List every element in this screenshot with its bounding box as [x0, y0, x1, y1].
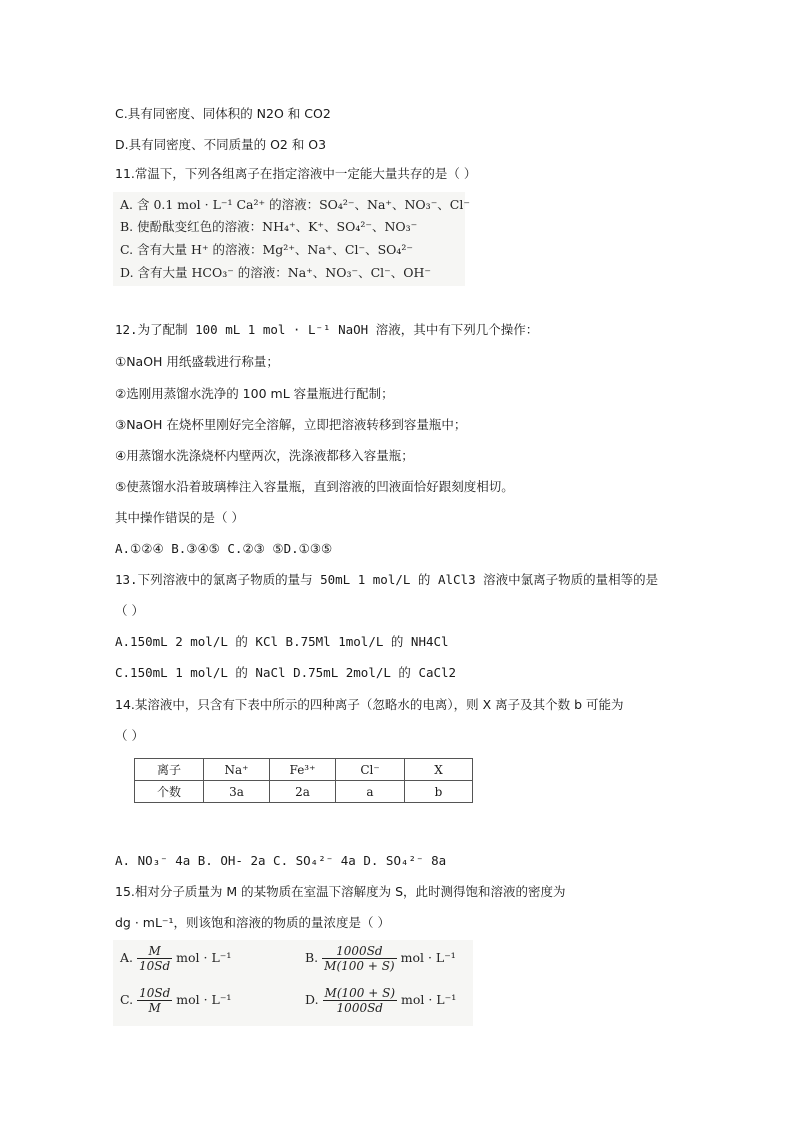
- ion-table-cell: Fe³⁺: [270, 759, 336, 781]
- ion-table: [134, 758, 473, 803]
- option-c-fraction: [137, 986, 172, 1015]
- question-11-option-d: D. 含有大量 HCO₃⁻ 的溶液：Na⁺、NO₃⁻、Cl⁻、OH⁻: [120, 265, 431, 280]
- option-c-denominator: M: [148, 1001, 161, 1015]
- question-15-option-b: [305, 944, 456, 973]
- ion-table-header: 个数: [135, 781, 204, 803]
- question-15-option-c: [120, 986, 231, 1015]
- ion-table-cell: Na⁺: [204, 759, 270, 781]
- ion-table-row-ions: [135, 759, 473, 781]
- ion-table-cell: b: [405, 781, 473, 803]
- question-10-option-c: C.具有同密度、同体积的 N2O 和 CO2: [115, 106, 331, 121]
- ion-table-cell: 3a: [204, 781, 270, 803]
- question-15-option-d: [305, 986, 456, 1015]
- question-10-option-d: D.具有同密度、不同质量的 O2 和 O3: [115, 137, 327, 152]
- option-b-label: B.: [305, 950, 319, 965]
- option-c-unit: mol · L⁻¹: [176, 992, 232, 1007]
- question-14-options: A. NO₃⁻ 4a B. OH- 2a C. SO₄²⁻ 4a D. SO₄²⁻ 8a: [115, 853, 447, 868]
- option-a-denominator: 10Sd: [139, 959, 171, 973]
- ion-table-cell: a: [336, 781, 405, 803]
- question-15-stem: 15.相对分子质量为 M 的某物质在室温下溶解度为 S，此时测得饱和溶液的密度为: [115, 884, 566, 899]
- option-c-numerator: 10Sd: [139, 986, 171, 1000]
- ion-table-header: 离子: [135, 759, 204, 781]
- question-11-option-c: C. 含有大量 H⁺ 的溶液：Mg²⁺、Na⁺、Cl⁻、SO₄²⁻: [120, 242, 413, 257]
- ion-table-cell: 2a: [270, 781, 336, 803]
- question-12-step-2: ②选刚用蒸馏水洗净的 100 mL 容量瓶进行配制；: [115, 386, 394, 401]
- option-d-fraction: [323, 986, 397, 1015]
- option-b-denominator: M(100 + S): [324, 959, 395, 973]
- question-11-stem: 11.常温下，下列各组离子在指定溶液中一定能大量共存的是（ ）: [115, 166, 477, 181]
- question-13-options-cd: C.150mL 1 mol/L 的 NaCl D.75mL 2mol/L 的 CaCl2: [115, 665, 457, 680]
- option-d-unit: mol · L⁻¹: [401, 992, 457, 1007]
- option-d-label: D.: [305, 992, 319, 1007]
- option-b-unit: mol · L⁻¹: [400, 950, 456, 965]
- question-14-stem: 14.某溶液中，只含有下表中所示的四种离子（忽略水的电离），则 X 离子及其个数 b 可能为: [115, 697, 624, 712]
- question-13-paren: （ ）: [115, 603, 144, 618]
- ion-table-row-counts: [135, 781, 473, 803]
- question-13-stem: 13.下列溶液中的氯离子物质的量与 50mL 1 mol/L 的 AlCl3 溶液中氯离子物质的量相等的是: [115, 572, 659, 587]
- option-a-label: A.: [120, 950, 134, 965]
- option-a-unit: mol · L⁻¹: [176, 950, 232, 965]
- question-11-option-a: A. 含 0.1 mol · L⁻¹ Ca²⁺ 的溶液：SO₄²⁻、Na⁺、NO₃⁻、Cl⁻: [120, 197, 470, 212]
- question-14-paren: （ ）: [115, 728, 144, 743]
- question-15-stem-continued: dg · mL⁻¹，则该饱和溶液的物质的量浓度是（ ）: [115, 915, 391, 930]
- question-12-step-4: ④用蒸馏水洗涤烧杯内壁两次，洗涤液都移入容量瓶；: [115, 448, 414, 463]
- option-d-denominator: 1000Sd: [336, 1001, 383, 1015]
- option-c-label: C.: [120, 992, 134, 1007]
- question-12-step-5: ⑤使蒸馏水沿着玻璃棒注入容量瓶，直到溶液的凹液面恰好跟刻度相切。: [115, 479, 514, 494]
- question-12-options: A.①②④ B.③④⑤ C.②③ ⑤D.①③⑤: [115, 541, 333, 556]
- option-d-numerator: M(100 + S): [324, 986, 396, 1000]
- option-a-numerator: M: [137, 944, 172, 959]
- question-12-step-3: ③NaOH 在烧杯里刚好完全溶解，立即把溶液转移到容量瓶中；: [115, 417, 467, 432]
- option-b-numerator: 1000Sd: [322, 944, 396, 959]
- question-15-option-a: [120, 944, 231, 973]
- ion-table-cell: Cl⁻: [336, 759, 405, 781]
- question-12-ask: 其中操作错误的是（ ）: [115, 510, 244, 525]
- option-a-fraction: [137, 944, 172, 973]
- question-12-stem: 12.为了配制 100 mL 1 mol · L⁻¹ NaOH 溶液，其中有下列几个操作：: [115, 322, 539, 337]
- question-13-options-ab: A.150mL 2 mol/L 的 KCl B.75Ml 1mol/L 的 NH4Cl: [115, 634, 449, 649]
- question-12-step-1: ①NaOH 用纸盛载进行称量；: [115, 354, 279, 369]
- question-11-option-b: B. 使酚酞变红色的溶液：NH₄⁺、K⁺、SO₄²⁻、NO₃⁻: [120, 219, 418, 234]
- option-b-fraction: [322, 944, 396, 973]
- ion-table-cell: X: [405, 759, 473, 781]
